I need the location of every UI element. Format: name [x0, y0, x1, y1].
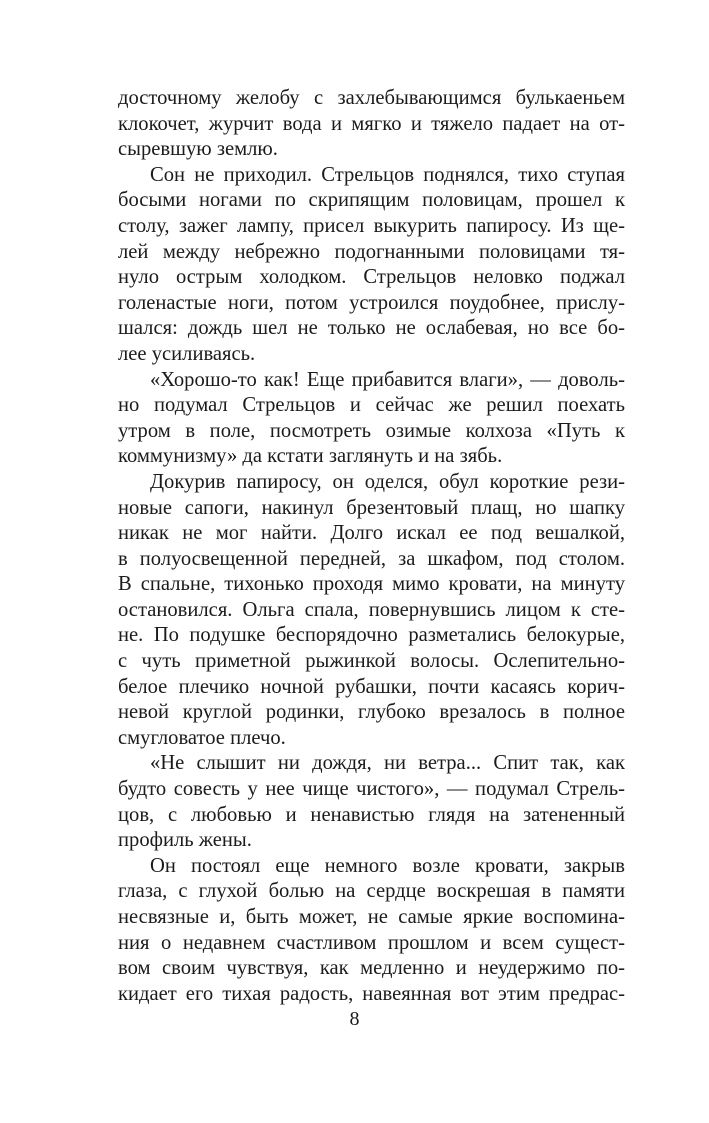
text-line: несвязные и, быть может, не самые яркие воспомина- [118, 906, 625, 928]
text-line: утром в поле, посмотреть озимые колхоза «Путь к [118, 419, 625, 442]
text-line: ния о недавнем счастливом прошлом и всем сущест- [118, 931, 625, 954]
text-line: досточному желобу с захлебывающимся булькаеньем [118, 87, 625, 109]
text-line: столу, зажег лампу, присел выкурить папиросу. Из ще- [118, 214, 625, 237]
text-line: новые сапоги, накинул брезентовый плащ, но шапку [118, 496, 625, 519]
text-line: не. По подушке беспорядочно разметались белокурые, [118, 624, 625, 647]
paragraph-first-line: Он постоял еще немного возле кровати, закрыв [150, 854, 625, 877]
text-line: голенастые ноги, потом устроился поудобнее, прислу- [118, 291, 625, 314]
text-line: сыревшую землю. [118, 138, 278, 161]
text-line: босыми ногами по скрипящим половицам, прошел к [118, 189, 625, 212]
text-line: с чуть приметной рыжинкой волосы. Ослепительно- [118, 650, 625, 673]
paragraph-first-line: «Хорошо-то как! Еще прибавится влаги», — доволь- [150, 368, 625, 391]
text-line: коммунизму» да кстати заглянуть и на зябь. [118, 445, 503, 468]
text-line: смугловатое плечо. [118, 726, 286, 749]
text-line: будто совесть у нее чище чистого», — подумал Стрель- [118, 778, 625, 801]
text-line: профиль жены. [118, 829, 252, 852]
page-text [118, 86, 625, 1007]
text-line: В спальне, тихонько проходя мимо кровати, на минуту [118, 573, 625, 596]
text-line: цов, с любовью и ненавистью глядя на затененный [118, 803, 625, 826]
text-line: клокочет, журчит вода и мягко и тяжело падает на от- [118, 112, 625, 135]
paragraph-first-line: Сон не приходил. Стрельцов поднялся, тихо ступая [150, 163, 625, 186]
text-line: в полуосвещенной передней, за шкафом, под столом. [118, 547, 625, 570]
text-line: невой круглой родинки, глубоко врезалось в полное [118, 701, 625, 724]
text-line: лее усиливаясь. [118, 342, 256, 365]
text-line: белое плечико ночной рубашки, почти касаясь корич- [118, 675, 625, 698]
paragraph-first-line: «Не слышит ни дождя, ни ветра... Спит так, как [150, 752, 625, 775]
text-line: кидает его тихая радость, навеянная вот этим предрас- [118, 982, 625, 1005]
text-line: шался: дождь шел не только не ослабевая, но все бо- [118, 317, 625, 340]
text-line: никак не мог найти. Долго искал ее под вешалкой, [118, 522, 625, 545]
text-line: лей между небрежно подогнанными половицами тя- [118, 240, 625, 263]
text-line: вом своим чувствуя, как медленно и неудержимо по- [118, 957, 625, 980]
page-number: 8 [349, 1008, 360, 1030]
text-line: но подумал Стрельцов и сейчас же решил поехать [118, 394, 625, 417]
text-line: нуло острым холодком. Стрельцов неловко поджал [118, 266, 625, 289]
text-line: остановился. Ольга спала, повернувшись лицом к сте- [118, 598, 625, 621]
paragraph-first-line: Докурив папиросу, он оделся, обул короткие рези- [150, 470, 625, 493]
text-line: глаза, с глухой болью на сердце воскрешая в памяти [118, 880, 625, 903]
